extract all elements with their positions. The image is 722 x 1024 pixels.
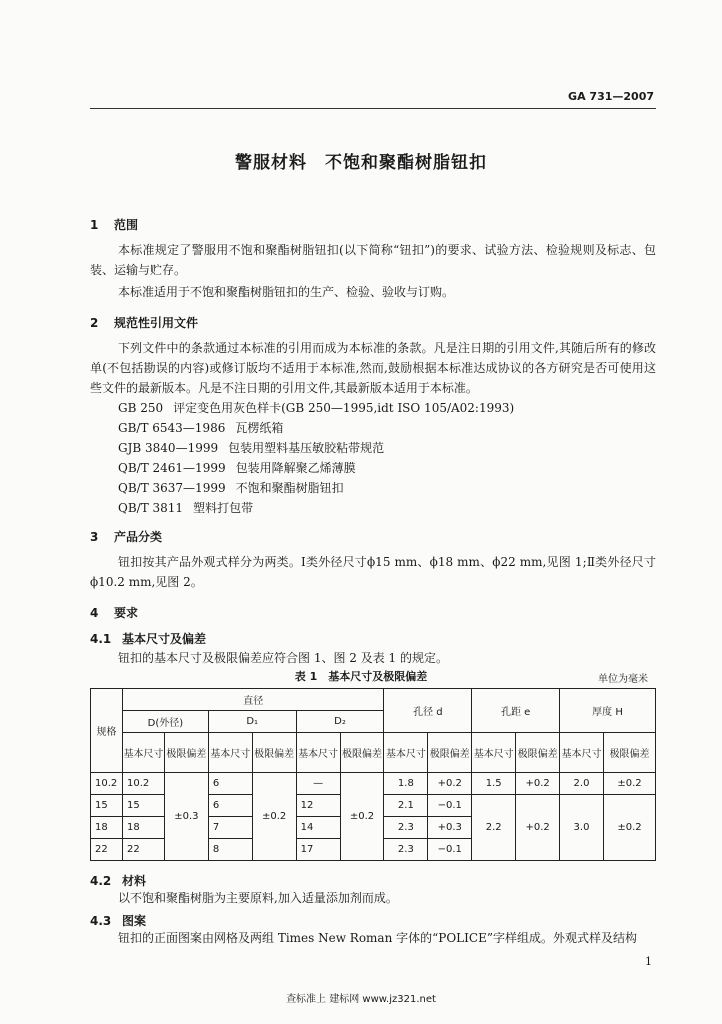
section-4-3-heading: 4.3 图案 bbox=[90, 914, 147, 928]
header-basic: 基本尺寸 bbox=[384, 733, 428, 773]
section-4-1-heading: 4.1 基本尺寸及偏差 bbox=[90, 632, 207, 646]
section-4-heading: 4 要求 bbox=[90, 606, 139, 620]
header-spec: 规格 bbox=[91, 689, 123, 773]
table-caption: 表 1 基本尺寸及极限偏差 bbox=[294, 670, 428, 683]
header-limit: 极限偏差 bbox=[164, 733, 208, 773]
header-basic: 基本尺寸 bbox=[296, 733, 340, 773]
header-D2: D₂ bbox=[296, 711, 384, 733]
section-4-2-heading: 4.2 材料 bbox=[90, 874, 147, 888]
table-row: 15 15 6 12 2.1 −0.1 2.2 +0.2 3.0 ±0.2 bbox=[91, 795, 656, 817]
header-limit: 极限偏差 bbox=[340, 733, 384, 773]
header-D1: D₁ bbox=[208, 711, 296, 733]
header-hole: 孔径 d bbox=[384, 689, 472, 733]
header-basic: 基本尺寸 bbox=[472, 733, 516, 773]
header-limit: 极限偏差 bbox=[428, 733, 472, 773]
section-4-3-para-1: 钮扣的正面图案由网格及两组 Times New Roman 字体的“POLICE”字样组成。外观式样及结构 bbox=[118, 931, 637, 945]
page-number: 1 bbox=[645, 955, 652, 968]
standard-number: GA 731—2007 bbox=[568, 90, 654, 103]
reference-item: GB/T 6543—1986 瓦楞纸箱 bbox=[118, 421, 284, 435]
header-basic: 基本尺寸 bbox=[122, 733, 164, 773]
section-1-heading: 1 范围 bbox=[90, 218, 139, 232]
header-pitch: 孔距 e bbox=[472, 689, 560, 733]
reference-item: GB 250 评定变色用灰色样卡(GB 250—1995,idt ISO 105/A02:1993) bbox=[118, 401, 515, 415]
header-basic: 基本尺寸 bbox=[560, 733, 604, 773]
header-limit: 极限偏差 bbox=[252, 733, 296, 773]
table-row: 10.2 10.2 ±0.3 6 ±0.2 — ±0.2 1.8 +0.2 1.5 +0.2 2.0 ±0.2 bbox=[91, 773, 656, 795]
section-2-para-1: 下列文件中的条款通过本标准的引用而成为本标准的条款。凡是注日期的引用文件,其随后所有的修改单(不包括勘误的内容)或修订版均不适用于本标准,然而,鼓励根据本标准达成协议的各方研究是否可使用这些文件的最新版本。凡是不注日期的引用文件,其最新版本适用于本标准。 bbox=[90, 341, 656, 395]
table-row: 18 18 7 14 2.3 +0.3 bbox=[91, 817, 656, 839]
reference-item: QB/T 2461—1999 包装用降解聚乙烯薄膜 bbox=[118, 461, 356, 475]
table-unit: 单位为毫米 bbox=[598, 674, 648, 685]
section-4-1-para-1: 钮扣的基本尺寸及极限偏差应符合图 1、图 2 及表 1 的规定。 bbox=[118, 651, 448, 665]
header-basic: 基本尺寸 bbox=[208, 733, 252, 773]
document-title: 警服材料 不饱和聚酯树脂钮扣 bbox=[235, 153, 487, 173]
section-3-para-1: 钮扣按其产品外观式样分为两类。Ⅰ类外径尺寸ϕ15 mm、ϕ18 mm、ϕ22 mm,见图 1;Ⅱ类外径尺寸ϕ10.2 mm,见图 2。 bbox=[90, 555, 656, 589]
section-3-heading: 3 产品分类 bbox=[90, 530, 163, 544]
header-D: D(外径) bbox=[122, 711, 208, 733]
dimension-table bbox=[90, 688, 656, 861]
reference-item: QB/T 3637—1999 不饱和聚酯树脂钮扣 bbox=[118, 481, 344, 495]
section-2-heading: 2 规范性引用文件 bbox=[90, 316, 199, 330]
header-rule bbox=[90, 108, 656, 109]
header-limit: 极限偏差 bbox=[603, 733, 655, 773]
reference-item: GJB 3840—1999 包装用塑料基压敏胶粘带规范 bbox=[118, 441, 385, 455]
section-1-para-1: 本标准规定了警服用不饱和聚酯树脂钮扣(以下简称“钮扣”)的要求、试验方法、检验规则及标志、包装、运输与贮存。 bbox=[90, 243, 656, 277]
section-4-2-para-1: 以不饱和聚酯树脂为主要原料,加入适量添加剂而成。 bbox=[118, 891, 398, 905]
section-1-para-2: 本标准适用于不饱和聚酯树脂钮扣的生产、检验、验收与订购。 bbox=[118, 285, 455, 299]
header-thickness: 厚度 H bbox=[560, 689, 656, 733]
reference-item: QB/T 3811 塑料打包带 bbox=[118, 501, 254, 515]
source-watermark: 查标准上 建标网 www.jz321.net bbox=[286, 994, 436, 1005]
table-row: 22 22 8 17 2.3 −0.1 bbox=[91, 839, 656, 861]
header-diameter: 直径 bbox=[122, 689, 383, 711]
header-limit: 极限偏差 bbox=[516, 733, 560, 773]
